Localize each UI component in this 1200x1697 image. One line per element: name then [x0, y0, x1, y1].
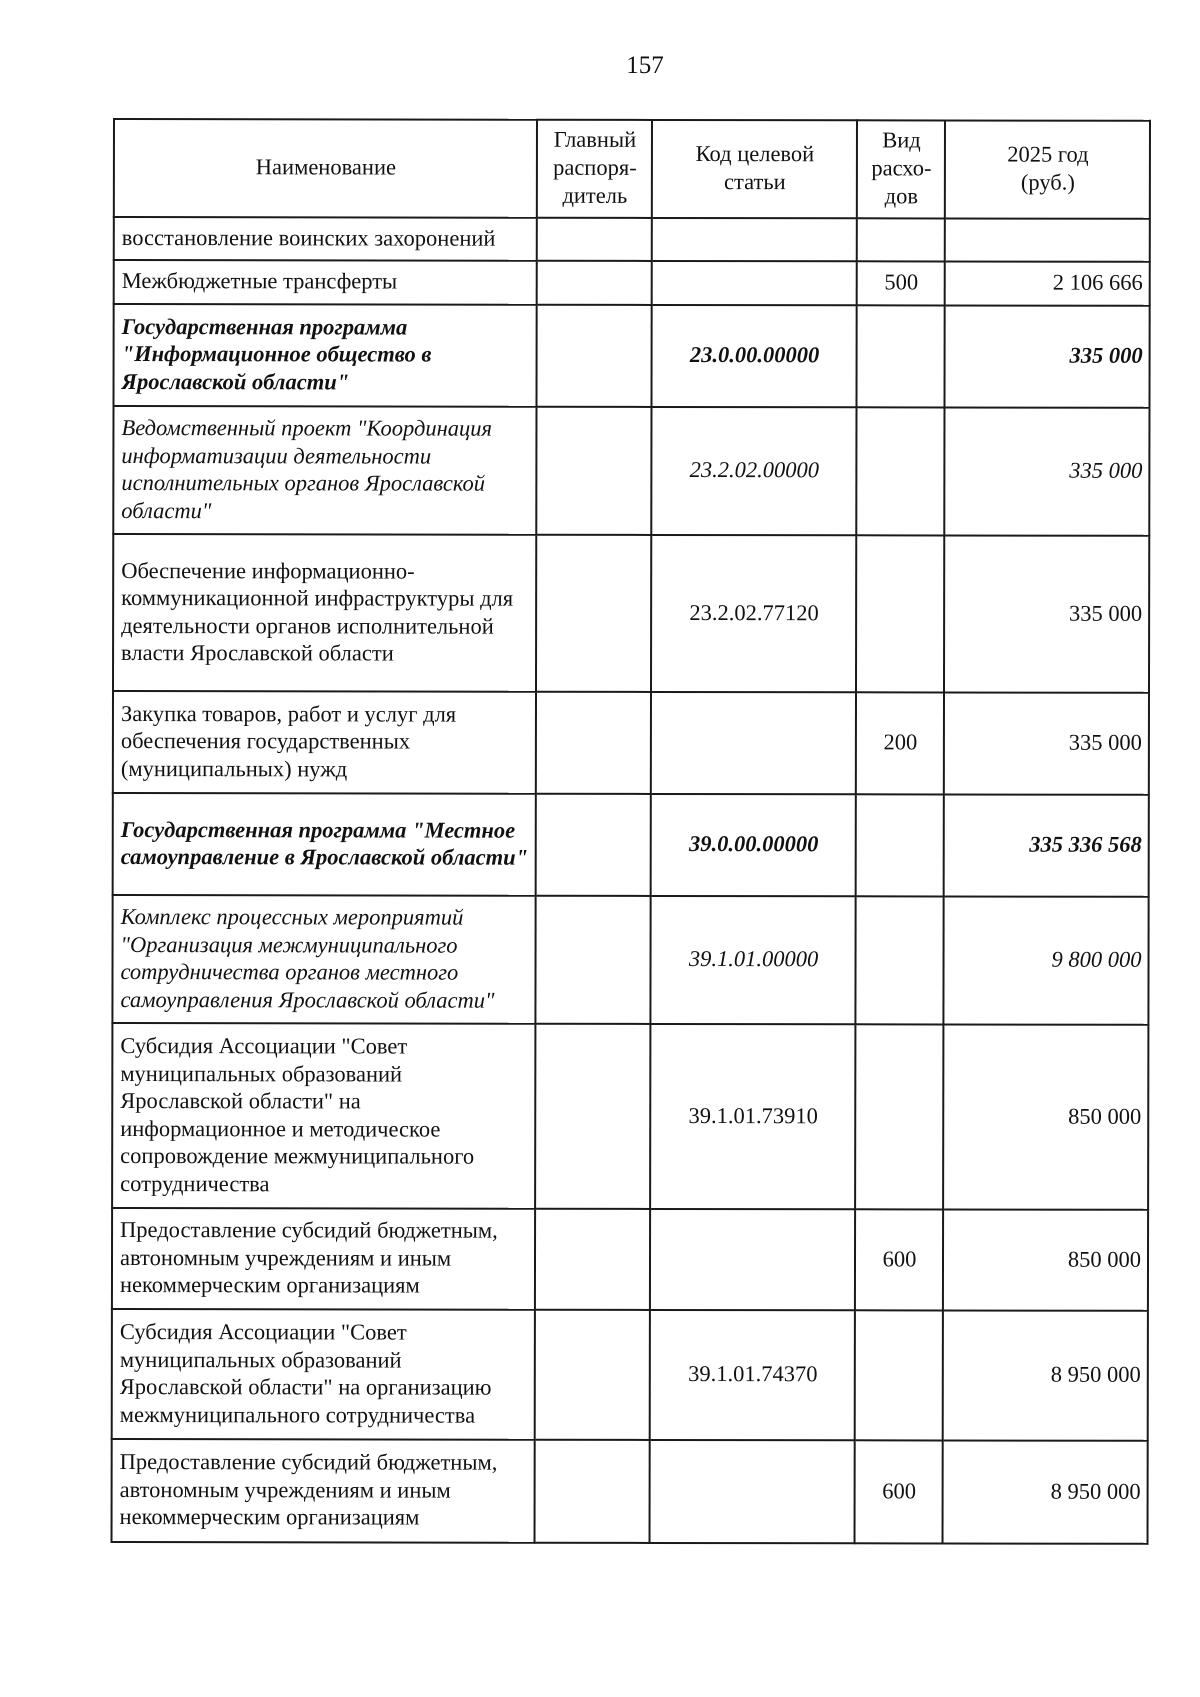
row-name: Комплекс процессных мероприятий "Организация межмуниципального сотрудничества органов местного самоуправления Ярославской области"	[112, 895, 535, 1024]
row-expense-type	[855, 1024, 943, 1209]
header-year-2025: 2025 год (руб.)	[945, 120, 1150, 218]
table-row	[113, 304, 1149, 408]
row-main-manager	[536, 794, 651, 896]
row-main-manager	[536, 407, 651, 535]
row-amount: 335 000	[944, 305, 1149, 407]
row-target-code: 39.1.01.74370	[650, 1310, 855, 1440]
table-row	[112, 1023, 1148, 1210]
row-main-manager	[535, 896, 650, 1024]
row-name: Субсидия Ассоциации "Совет муниципальных образований Ярославской области" на информационное и методическое сопровождение межмуниципального сотрудничества	[112, 1023, 535, 1209]
table-header	[114, 119, 1150, 219]
row-name: Межбюджетные трансферты	[114, 260, 537, 305]
row-expense-type	[856, 794, 944, 896]
row-target-code	[650, 1440, 855, 1543]
table-row	[112, 1208, 1148, 1311]
row-target-code	[652, 218, 857, 261]
row-name: восстановление воинских захоронений	[114, 217, 537, 261]
header-name: Наименование	[114, 119, 537, 218]
row-expense-type: 200	[856, 692, 944, 794]
row-amount: 850 000	[943, 1024, 1148, 1209]
row-main-manager	[536, 305, 651, 407]
row-main-manager	[537, 218, 652, 261]
header-row	[114, 119, 1150, 219]
row-expense-type	[855, 896, 943, 1024]
row-name: Обеспечение информационно-коммуникационной инфраструктуры для деятельности органов исполнительной власти Ярославской области	[113, 534, 536, 692]
header-main-manager: Главный распоря- дитель	[537, 120, 652, 218]
row-target-code	[651, 692, 856, 794]
row-target-code: 39.0.00.00000	[651, 794, 856, 896]
row-main-manager	[536, 535, 651, 692]
table-row	[112, 895, 1148, 1025]
row-expense-type	[856, 305, 944, 407]
row-expense-type	[857, 218, 945, 261]
row-amount: 335 000	[944, 407, 1149, 535]
header-target-code: Код целевой статьи	[652, 120, 857, 218]
row-amount: 335 000	[944, 692, 1149, 794]
row-name: Предоставление субсидий бюджетным, автономным учреждениям и иным некоммерческим организациям	[112, 1208, 535, 1310]
table-body	[112, 217, 1150, 1544]
page-number: 157	[626, 52, 664, 79]
row-name: Закупка товаров, работ и услуг для обеспечения государственных (муниципальных) нужд	[113, 691, 536, 794]
row-amount: 335 336 568	[944, 794, 1149, 896]
row-target-code: 39.1.01.00000	[650, 896, 855, 1024]
row-expense-type: 600	[855, 1440, 943, 1543]
row-amount: 8 950 000	[943, 1440, 1148, 1543]
row-amount: 335 000	[944, 535, 1149, 692]
row-target-code: 39.1.01.73910	[650, 1024, 855, 1209]
row-expense-type: 600	[855, 1209, 943, 1310]
table-row	[113, 406, 1149, 536]
row-expense-type	[856, 407, 944, 535]
row-expense-type: 500	[857, 261, 945, 305]
row-target-code: 23.0.00.00000	[651, 305, 856, 407]
row-amount: 8 950 000	[943, 1310, 1148, 1440]
row-name: Предоставление субсидий бюджетным, автономным учреждениям и иным некоммерческим организациям	[112, 1439, 535, 1543]
row-main-manager	[535, 1310, 650, 1440]
row-target-code: 23.2.02.00000	[651, 407, 856, 535]
row-name: Ведомственный проект "Координация информатизации деятельности исполнительных органов Ярославской области"	[113, 406, 536, 535]
row-main-manager	[535, 1209, 650, 1310]
table-row	[112, 1309, 1148, 1441]
table-row	[113, 691, 1149, 795]
table-row	[113, 793, 1149, 897]
row-amount	[945, 218, 1150, 261]
row-expense-type	[856, 535, 944, 692]
table-row	[114, 260, 1150, 306]
header-expense-type: Вид расхо- дов	[857, 120, 945, 218]
row-expense-type	[855, 1310, 943, 1440]
row-name: Государственная программа "Местное самоуправление в Ярославской области"	[113, 793, 536, 896]
row-amount: 9 800 000	[943, 896, 1148, 1024]
row-amount: 850 000	[943, 1209, 1148, 1310]
row-main-manager	[537, 261, 652, 305]
row-target-code	[652, 261, 857, 305]
budget-table	[111, 118, 1151, 1545]
table-row	[114, 217, 1150, 262]
row-main-manager	[536, 692, 651, 794]
row-name: Субсидия Ассоциации "Совет муниципальных образований Ярославской области" на организацию межмуниципального сотрудничества	[112, 1309, 535, 1440]
row-target-code	[650, 1209, 855, 1310]
table-row	[112, 1439, 1148, 1544]
row-main-manager	[535, 1440, 650, 1543]
table-row	[113, 534, 1149, 693]
row-target-code: 23.2.02.77120	[651, 535, 856, 692]
row-amount: 2 106 666	[945, 261, 1150, 305]
row-main-manager	[535, 1024, 650, 1209]
row-name: Государственная программа "Информационное общество в Ярославской области"	[113, 304, 536, 407]
